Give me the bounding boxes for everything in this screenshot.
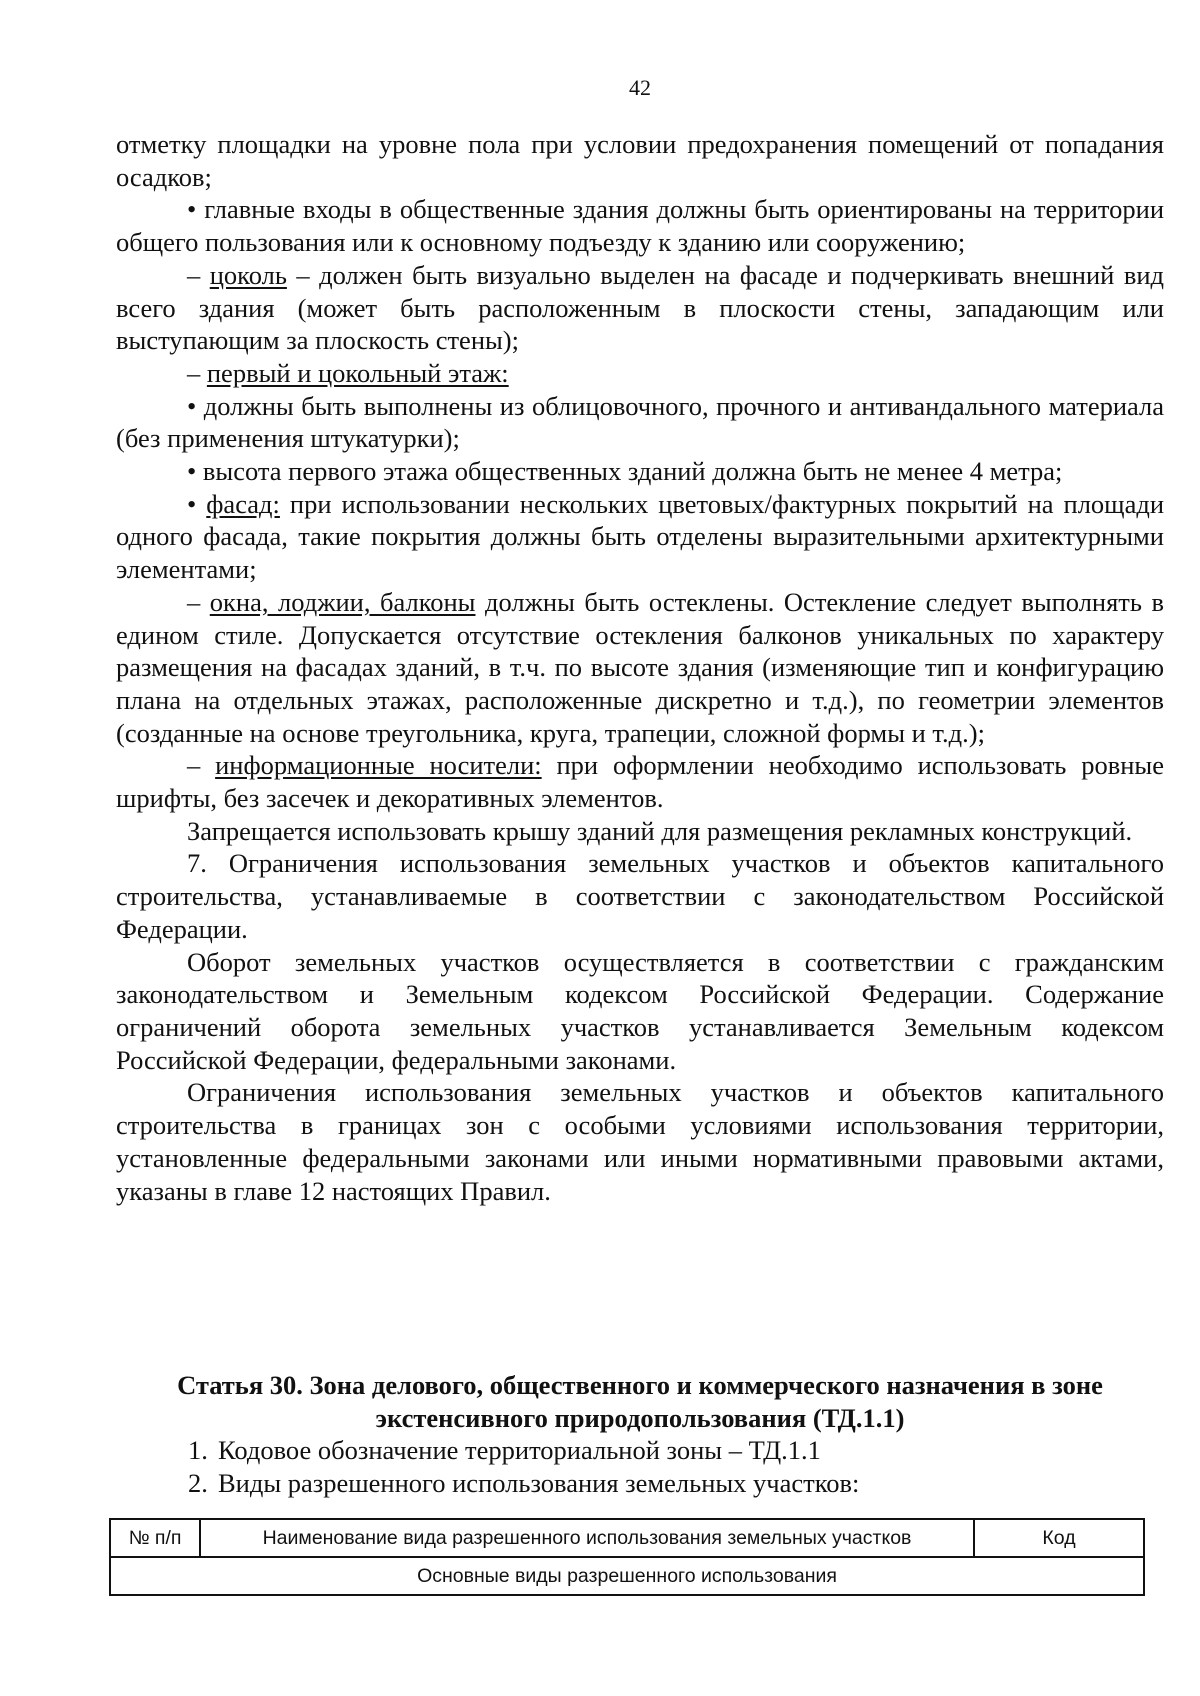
section-row-label: Основные виды разрешенного использования (110, 1557, 1144, 1595)
bullet-item-facade (116, 488, 1164, 586)
underlined-term: первый и цокольный этаж: (206, 357, 509, 388)
dash-mark: – (187, 750, 216, 781)
item-text: должны быть остеклены. Остекление следует выполнять в едином стиле. Допускается отсутствие остекления балконов уникальных по характеру размещения на фасадах зданий, в т.ч. по высоте здания (изменяющие тип и конфигурацию плана на отдельных этажах, расположенные дискретно и т.д.), по геометрии элементов (созданные на основе треугольника, круга, трапеции, сложной формы и т.д.); (116, 586, 1165, 748)
underlined-term: цоколь (209, 259, 287, 290)
paragraph: 7. Ограничения использования земельных участков и объектов капитального строительства, устанавливаемые в соответствии с законодательством Российской Федерации. (116, 848, 1164, 944)
table-section-row (110, 1557, 1144, 1595)
dash-mark: – (187, 586, 210, 617)
column-header-number: № п/п (110, 1519, 200, 1557)
article-title-line: Статья 30. Зона делового, общественного и коммерческого назначения в зоне (177, 1370, 1103, 1400)
column-header-name: Наименование вида разрешенного использования земельных участков (200, 1519, 974, 1557)
list-text: Виды разрешенного использования земельных участков: (218, 1467, 860, 1498)
underlined-term: окна, лоджии, балконы (209, 586, 476, 617)
list-item (116, 1434, 1164, 1467)
list-number: 2. (188, 1467, 208, 1498)
numbered-list (116, 1434, 1164, 1499)
page-number: 42 (629, 75, 651, 100)
item-text: при оформлении необходимо использовать ровные шрифты, без засечек и декоративных элементов. (116, 750, 1164, 814)
dash-item-plinth (116, 259, 1164, 357)
bullet-item: • главные входы в общественные здания должны быть ориентированы на территории общего пользования или к основному подъезду к зданию или сооружению; (116, 194, 1164, 258)
item-text: при использовании нескольких цветовых/фактурных покрытий на площади одного фасада, такие покрытия должны быть отделены выразительными архитектурными элементами; (116, 488, 1164, 585)
bullet-item: • должны быть выполнены из облицовочного, прочного и антивандального материала (без применения штукатурки); (116, 390, 1164, 454)
paragraph: Оборот земельных участков осуществляется в соответствии с гражданским законодательством и Земельным кодексом Российской Федерации. Содержание ограничений оборота земельных участков устанавливается Земельным кодексом Российской Федерации, федеральными законами. (116, 946, 1164, 1075)
article-heading (116, 1369, 1164, 1434)
table-header-row (110, 1519, 1144, 1557)
paragraph: Ограничения использования земельных участков и объектов капитального строительства в границах зон с особыми условиями использования территории, установленные федеральными законами или иными нормативными правовыми актами, указаны в главе 12 настоящих Правил. (116, 1077, 1164, 1206)
column-header-code: Код (974, 1519, 1144, 1557)
list-number: 1. (188, 1435, 208, 1465)
land-use-table (109, 1518, 1145, 1596)
dash-mark: – (187, 357, 207, 388)
bullet-mark: • (187, 488, 207, 519)
dash-item-windows (116, 586, 1164, 750)
list-text: Кодовое обозначение территориальной зоны – ТД.1.1 (218, 1435, 821, 1465)
bullet-item: • высота первого этажа общественных зданий должна быть не менее 4 метра; (187, 456, 1063, 487)
dash-item-floor (116, 357, 1164, 390)
list-item (116, 1467, 1164, 1500)
article-title-line: экстенсивного природопользования (ТД.1.1) (375, 1402, 905, 1433)
paragraph: Запрещается использовать крышу зданий для размещения рекламных конструкций. (187, 815, 1133, 846)
paragraph: отметку площадки на уровне пола при условии предохранения помещений от попадания осадков; (116, 129, 1164, 192)
underlined-term: информационные носители: (215, 750, 542, 781)
item-text: – должен быть визуально выделен на фасаде и подчеркивать внешний вид всего здания (может быть расположенным в плоскости стены, западающим или выступающим за плоскость стены); (116, 259, 1165, 356)
dash-mark: – (187, 259, 210, 290)
underlined-term: фасад: (206, 488, 280, 519)
dash-item-info (116, 749, 1164, 814)
document-body (116, 128, 1164, 1207)
